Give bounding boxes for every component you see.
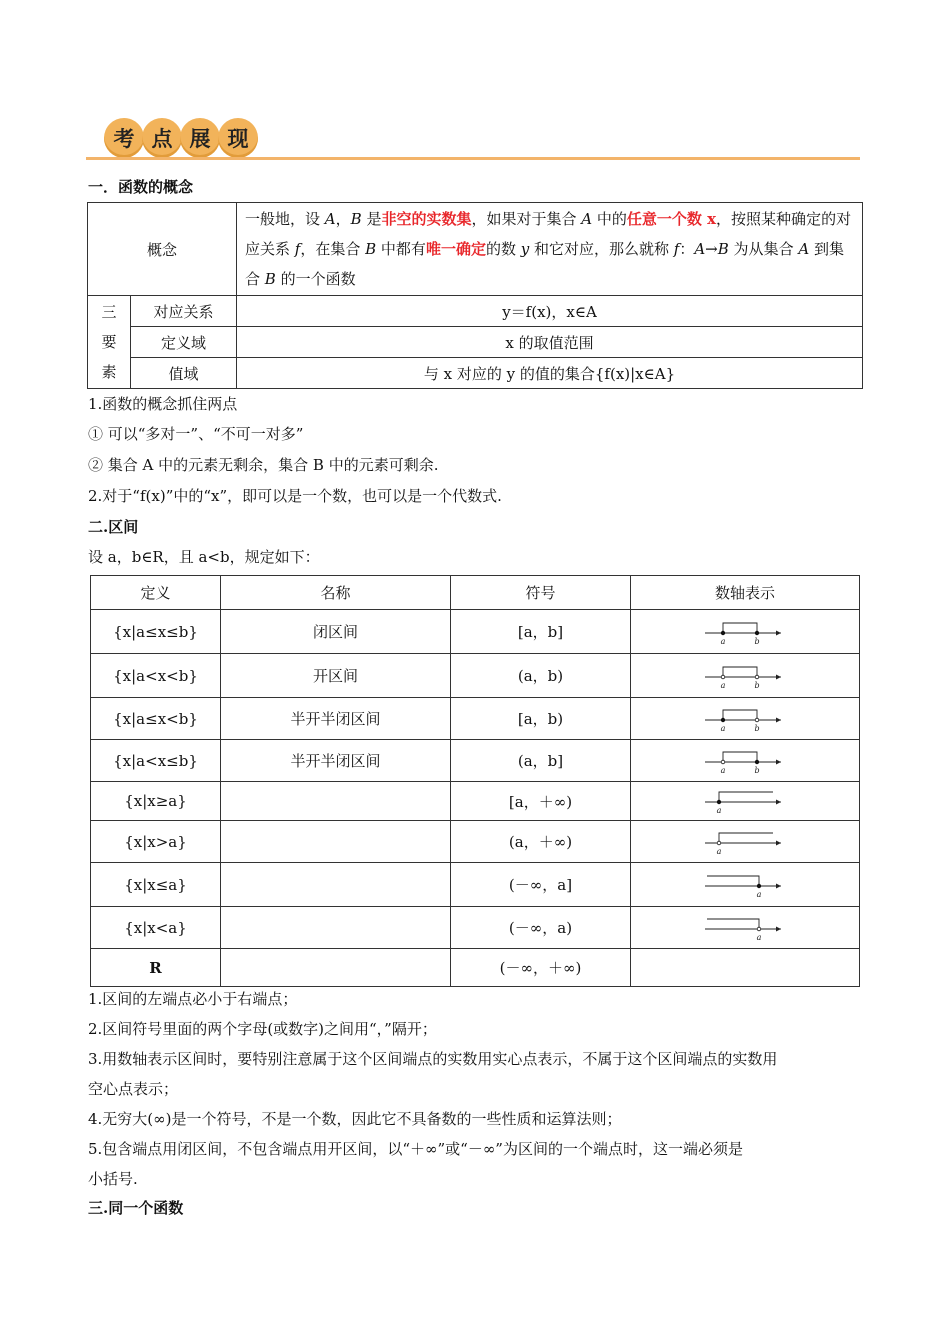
note-line: 2.对于“f(x)”中的“x”，即可以是一个数，也可以是一个代数式. bbox=[88, 487, 502, 505]
table-row bbox=[91, 907, 860, 949]
axis-arrow-icon bbox=[776, 630, 781, 635]
element-label: 定义域 bbox=[131, 327, 237, 358]
number-line-diagram bbox=[705, 617, 785, 647]
def-cell: R bbox=[91, 949, 221, 987]
section1-title: 一．函数的概念 bbox=[88, 178, 194, 196]
table-row bbox=[91, 949, 860, 987]
interval-bracket bbox=[723, 752, 757, 762]
number-line-diagram bbox=[705, 786, 785, 816]
interval-bracket bbox=[707, 876, 759, 886]
concept-label: 概念 bbox=[88, 203, 237, 296]
interval-bracket bbox=[719, 792, 773, 802]
axis-arrow-icon bbox=[776, 759, 781, 764]
interval-bracket bbox=[723, 667, 757, 677]
name-cell bbox=[221, 949, 451, 987]
axis-label: b bbox=[754, 723, 760, 733]
number-line-cell bbox=[631, 782, 860, 821]
def-cell: {x|a<x<b} bbox=[91, 654, 221, 698]
axis-label: a bbox=[756, 889, 762, 899]
note-line: ① 可以“多对一”、“不可一对多” bbox=[88, 425, 304, 443]
table-row bbox=[91, 821, 860, 863]
name-cell bbox=[221, 863, 451, 907]
number-line-cell bbox=[631, 610, 860, 654]
endpoint-dot bbox=[755, 718, 759, 722]
number-line-cell bbox=[631, 654, 860, 698]
name-cell: 闭区间 bbox=[221, 610, 451, 654]
endpoint-dot bbox=[757, 927, 761, 931]
note-line: 5.包含端点用闭区间，不包含端点用开区间，以“＋∞”或“－∞”为区间的一个端点时，这一端必须是 bbox=[88, 1140, 743, 1158]
name-cell bbox=[221, 821, 451, 863]
note-line: ② 集合 A 中的元素无剩余，集合 B 中的元素可剩余. bbox=[88, 456, 439, 474]
endpoint-dot bbox=[717, 841, 721, 845]
endpoint-dot bbox=[721, 675, 725, 679]
endpoint-dot bbox=[721, 631, 725, 635]
note-line: 空心点表示； bbox=[88, 1080, 179, 1098]
symbol-cell: [a，b] bbox=[451, 610, 631, 654]
endpoint-dot bbox=[755, 760, 759, 764]
note-line: 1.区间的左端点必小于右端点； bbox=[88, 990, 298, 1008]
note-line: 2.区间符号里面的两个字母(或数字)之间用“，”隔开； bbox=[88, 1020, 437, 1038]
def-cell: {x|a≤x≤b} bbox=[91, 610, 221, 654]
axis-label: a bbox=[716, 846, 722, 856]
number-line-cell bbox=[631, 949, 860, 987]
badge-char: 展 bbox=[180, 118, 220, 158]
def-cell: {x|x≥a} bbox=[91, 782, 221, 821]
element-value: y＝f(x)，x∈A bbox=[237, 296, 863, 327]
endpoint-dot bbox=[755, 675, 759, 679]
axis-arrow-icon bbox=[776, 883, 781, 888]
number-line-diagram bbox=[705, 746, 785, 776]
def-cell: {x|a<x≤b} bbox=[91, 740, 221, 782]
axis-label: a bbox=[720, 765, 726, 775]
symbol-cell: (a，＋∞) bbox=[451, 821, 631, 863]
symbol-cell: (a，b) bbox=[451, 654, 631, 698]
table-row bbox=[91, 698, 860, 740]
concept-definition: 一般地，设 A，B 是非空的实数集，如果对于集合 A 中的任意一个数 x，按照某种确定的对应关系 f，在集合 B 中都有唯一确定的数 y 和它对应，那么就称 f：A→B 为从集合 A 到集合 B 的一个函数 bbox=[237, 203, 863, 296]
col-header: 定义 bbox=[91, 576, 221, 610]
element-label: 对应关系 bbox=[131, 296, 237, 327]
section2-intro: 设 a，b∈R，且 a<b，规定如下： bbox=[88, 548, 320, 566]
badge-char: 现 bbox=[218, 118, 258, 158]
endpoint-dot bbox=[755, 631, 759, 635]
name-cell bbox=[221, 907, 451, 949]
number-line-cell bbox=[631, 821, 860, 863]
number-line-diagram bbox=[705, 870, 785, 900]
number-line-diagram bbox=[705, 827, 785, 857]
number-line-cell bbox=[631, 740, 860, 782]
table-row bbox=[91, 782, 860, 821]
element-label: 值域 bbox=[131, 358, 237, 389]
axis-label: b bbox=[754, 636, 760, 646]
axis-label: a bbox=[716, 806, 722, 815]
table-row bbox=[91, 654, 860, 698]
interval-bracket bbox=[719, 833, 773, 843]
axis-arrow-icon bbox=[776, 800, 781, 805]
col-header: 数轴表示 bbox=[631, 576, 860, 610]
interval-bracket bbox=[707, 919, 759, 929]
endpoint-dot bbox=[717, 800, 721, 804]
def-cell: {x|x<a} bbox=[91, 907, 221, 949]
interval-bracket bbox=[723, 623, 757, 633]
element-value: 与 x 对应的 y 的值的集合{f(x)|x∈A} bbox=[237, 358, 863, 389]
section2-title: 二.区间 bbox=[88, 518, 139, 536]
axis-arrow-icon bbox=[776, 926, 781, 931]
symbol-cell: (－∞，a] bbox=[451, 863, 631, 907]
endpoint-dot bbox=[757, 884, 761, 888]
symbol-cell: (－∞，＋∞) bbox=[451, 949, 631, 987]
def-cell: {x|a≤x<b} bbox=[91, 698, 221, 740]
header-rule bbox=[86, 157, 860, 160]
axis-label: a bbox=[720, 636, 726, 646]
element-value: x 的取值范围 bbox=[237, 327, 863, 358]
name-cell: 半开半闭区间 bbox=[221, 740, 451, 782]
axis-label: a bbox=[720, 680, 726, 690]
symbol-cell: [a，＋∞) bbox=[451, 782, 631, 821]
number-line-diagram bbox=[705, 704, 785, 734]
table-row bbox=[91, 740, 860, 782]
symbol-cell: [a，b) bbox=[451, 698, 631, 740]
number-line-cell bbox=[631, 907, 860, 949]
note-line: 4.无穷大(∞)是一个符号，不是一个数，因此它不具备数的一些性质和运算法则； bbox=[88, 1110, 622, 1128]
axis-label: a bbox=[756, 932, 762, 942]
interval-bracket bbox=[723, 710, 757, 720]
badge-char: 点 bbox=[142, 118, 182, 158]
note-line: 小括号. bbox=[88, 1170, 138, 1188]
table-row bbox=[91, 863, 860, 907]
name-cell: 半开半闭区间 bbox=[221, 698, 451, 740]
note-line: 1.函数的概念抓住两点 bbox=[88, 395, 238, 413]
endpoint-dot bbox=[721, 718, 725, 722]
function-concept-table bbox=[87, 202, 863, 389]
interval-table bbox=[90, 575, 860, 987]
number-line-diagram bbox=[705, 661, 785, 691]
number-line-diagram bbox=[705, 913, 785, 943]
badge-char: 考 bbox=[104, 118, 144, 158]
col-header: 符号 bbox=[451, 576, 631, 610]
axis-label: b bbox=[754, 680, 760, 690]
axis-arrow-icon bbox=[776, 840, 781, 845]
section-badge bbox=[104, 118, 256, 162]
number-line-cell bbox=[631, 863, 860, 907]
symbol-cell: (a，b] bbox=[451, 740, 631, 782]
section3-title: 三.同一个函数 bbox=[88, 1199, 184, 1217]
axis-label: a bbox=[720, 723, 726, 733]
def-cell: {x|x≤a} bbox=[91, 863, 221, 907]
endpoint-dot bbox=[721, 760, 725, 764]
table-row bbox=[91, 610, 860, 654]
note-line: 3.用数轴表示区间时，要特别注意属于这个区间端点的实数用实心点表示，不属于这个区间端点的实数用 bbox=[88, 1050, 778, 1068]
three-elements-label: 三 要 素 bbox=[88, 296, 131, 389]
def-cell: {x|x>a} bbox=[91, 821, 221, 863]
axis-label: b bbox=[754, 765, 760, 775]
symbol-cell: (－∞，a) bbox=[451, 907, 631, 949]
axis-arrow-icon bbox=[776, 674, 781, 679]
name-cell: 开区间 bbox=[221, 654, 451, 698]
col-header: 名称 bbox=[221, 576, 451, 610]
number-line-cell bbox=[631, 698, 860, 740]
name-cell bbox=[221, 782, 451, 821]
axis-arrow-icon bbox=[776, 717, 781, 722]
